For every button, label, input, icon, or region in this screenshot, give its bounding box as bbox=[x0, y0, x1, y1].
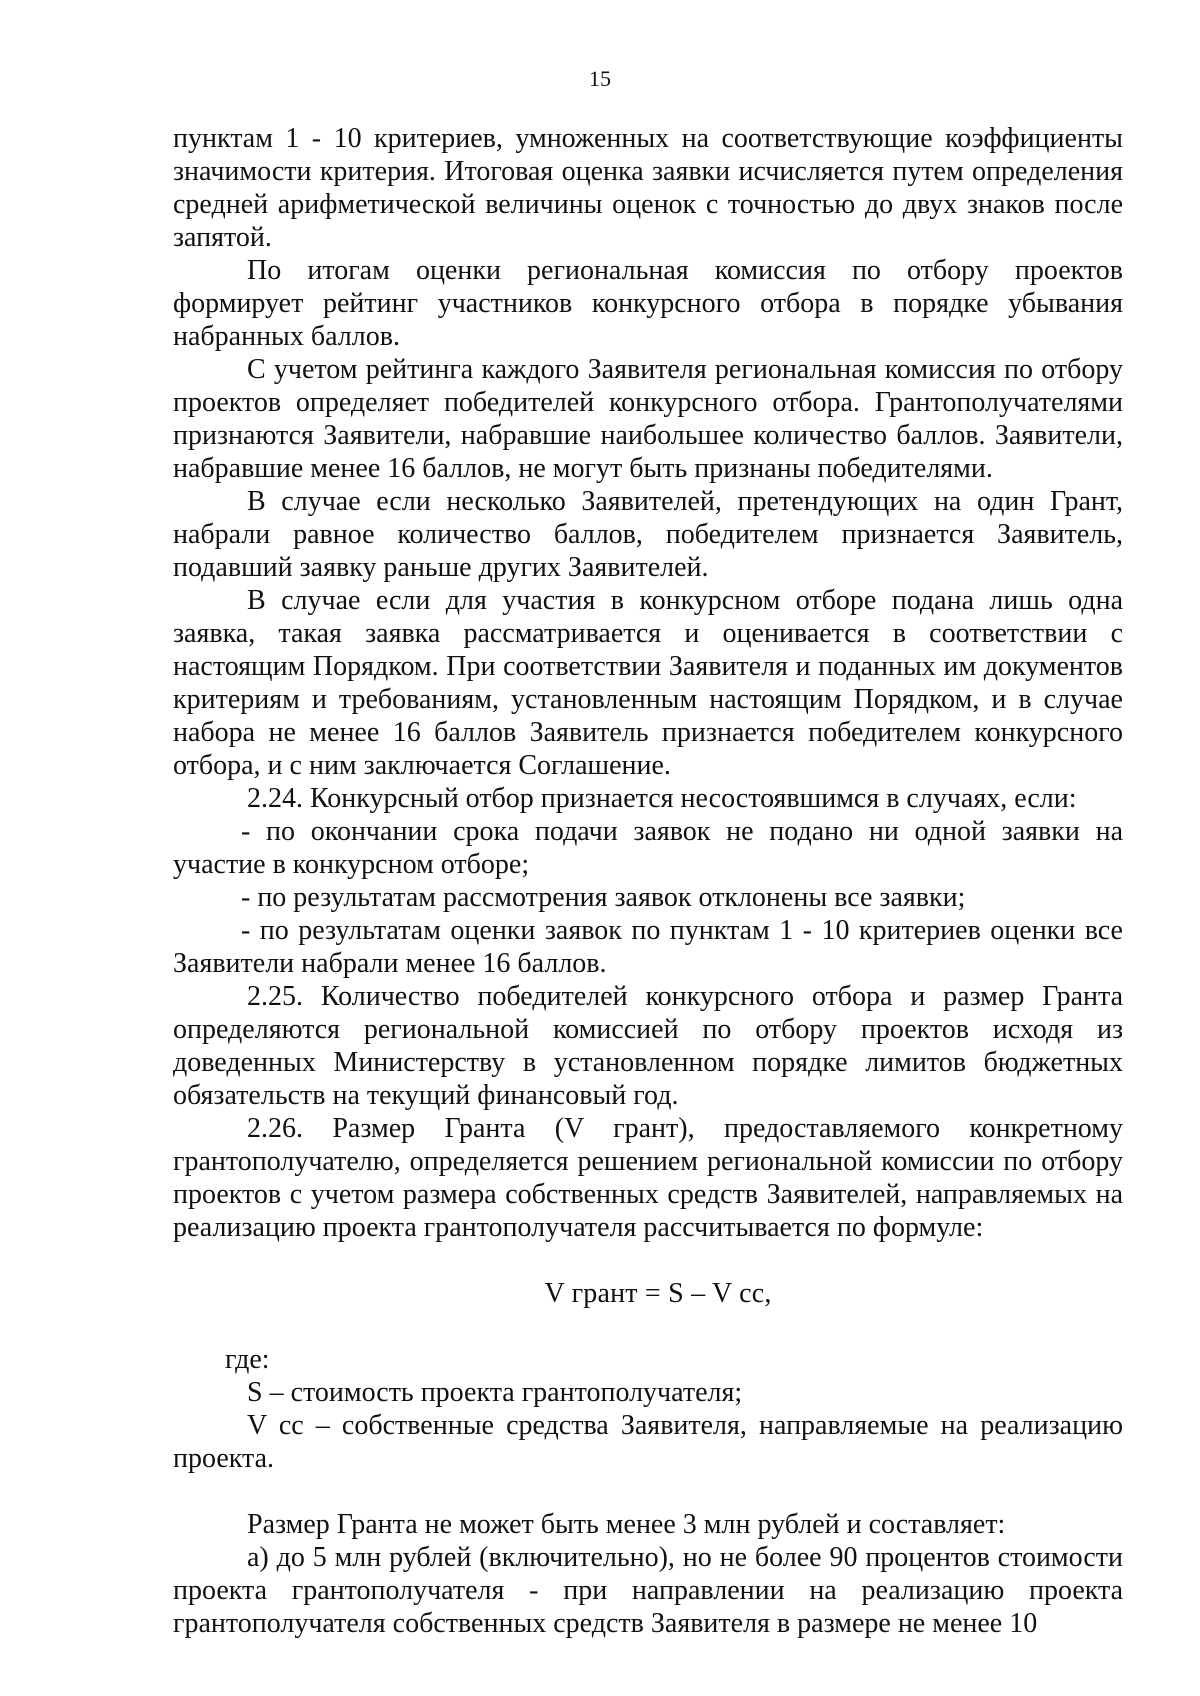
definition-s: S – стоимость проекта грантополучателя; bbox=[247, 1377, 743, 1408]
paragraph-winners: С учетом рейтинга каждого Заявителя региональная комиссия по отбору проектов определяет победителей конкурсного отбора. Грантополучателями признаются Заявители, набравшие наибольшее количество баллов. Заявители, набравшие менее 16 баллов, не могут быть признаны победителями. bbox=[173, 354, 1123, 484]
paragraph-2-26: 2.26. Размер Гранта (V грант), предоставляемого конкретному грантополучателю, определяется решением региональной комиссии по отбору проектов с учетом размера собственных средств Заявителей, направляемых на реализацию проекта грантополучателя рассчитывается по формуле: bbox=[173, 1113, 1123, 1243]
paragraph-grant-tier-a: а) до 5 млн рублей (включительно), но не более 90 процентов стоимости проекта грантополучателя - при направлении на реализацию проекта грантополучателя собственных средств Заявителя в размере не менее 10 bbox=[173, 1542, 1123, 1639]
list-item-all-rejected: - по результатам рассмотрения заявок отклонены все заявки; bbox=[241, 882, 966, 913]
grant-formula: V грант = S – V cc, bbox=[544, 1278, 772, 1309]
paragraph-2-25: 2.25. Количество победителей конкурсного отбора и размер Гранта определяются региональной комиссией по отбору проектов исходя из доведенных Министерству в установленном порядке лимитов бюджетных обязательств на текущий финансовый год. bbox=[173, 981, 1123, 1111]
list-item-low-scores: - по результатам оценки заявок по пунктам 1 - 10 критериев оценки все Заявители набрали менее 16 баллов. bbox=[173, 915, 1123, 979]
definition-vcc: V cc – собственные средства Заявителя, направляемые на реализацию проекта. bbox=[173, 1410, 1123, 1474]
paragraph-equal-scores: В случае если несколько Заявителей, претендующих на один Грант, набрали равное количество баллов, победителем признается Заявитель, подавший заявку раньше других Заявителей. bbox=[173, 486, 1123, 583]
paragraph-single-application: В случае если для участия в конкурсном отборе подана лишь одна заявка, такая заявка рассматривается и оценивается в соответствии с настоящим Порядком. При соответствии Заявителя и поданных им документов критериям и требованиям, установленным настоящим Порядком, и в случае набора не менее 16 баллов Заявитель признается победителем конкурсного отбора, и с ним заключается Соглашение. bbox=[173, 585, 1123, 781]
definition-where: где: bbox=[225, 1344, 270, 1375]
paragraph-ranking: По итогам оценки региональная комиссия по отбору проектов формирует рейтинг участников конкурсного отбора в порядке убывания набранных баллов. bbox=[173, 255, 1123, 352]
paragraph-criteria-average: пунктам 1 - 10 критериев, умноженных на соответствующие коэффициенты значимости критерия. Итоговая оценка заявки исчисляется путем определения средней арифметической величины оценок с точностью до двух знаков после запятой. bbox=[173, 123, 1123, 253]
page-number: 15 bbox=[589, 66, 611, 91]
list-item-no-applications: - по окончании срока подачи заявок не подано ни одной заявки на участие в конкурсном отборе; bbox=[173, 816, 1123, 880]
paragraph-2-24: 2.24. Конкурсный отбор признается несостоявшимся в случаях, если: bbox=[247, 783, 1077, 814]
document-body bbox=[173, 122, 1123, 1640]
paragraph-spacer bbox=[173, 1475, 1123, 1508]
paragraph-grant-minimum: Размер Гранта не может быть менее 3 млн рублей и составляет: bbox=[247, 1509, 1006, 1540]
